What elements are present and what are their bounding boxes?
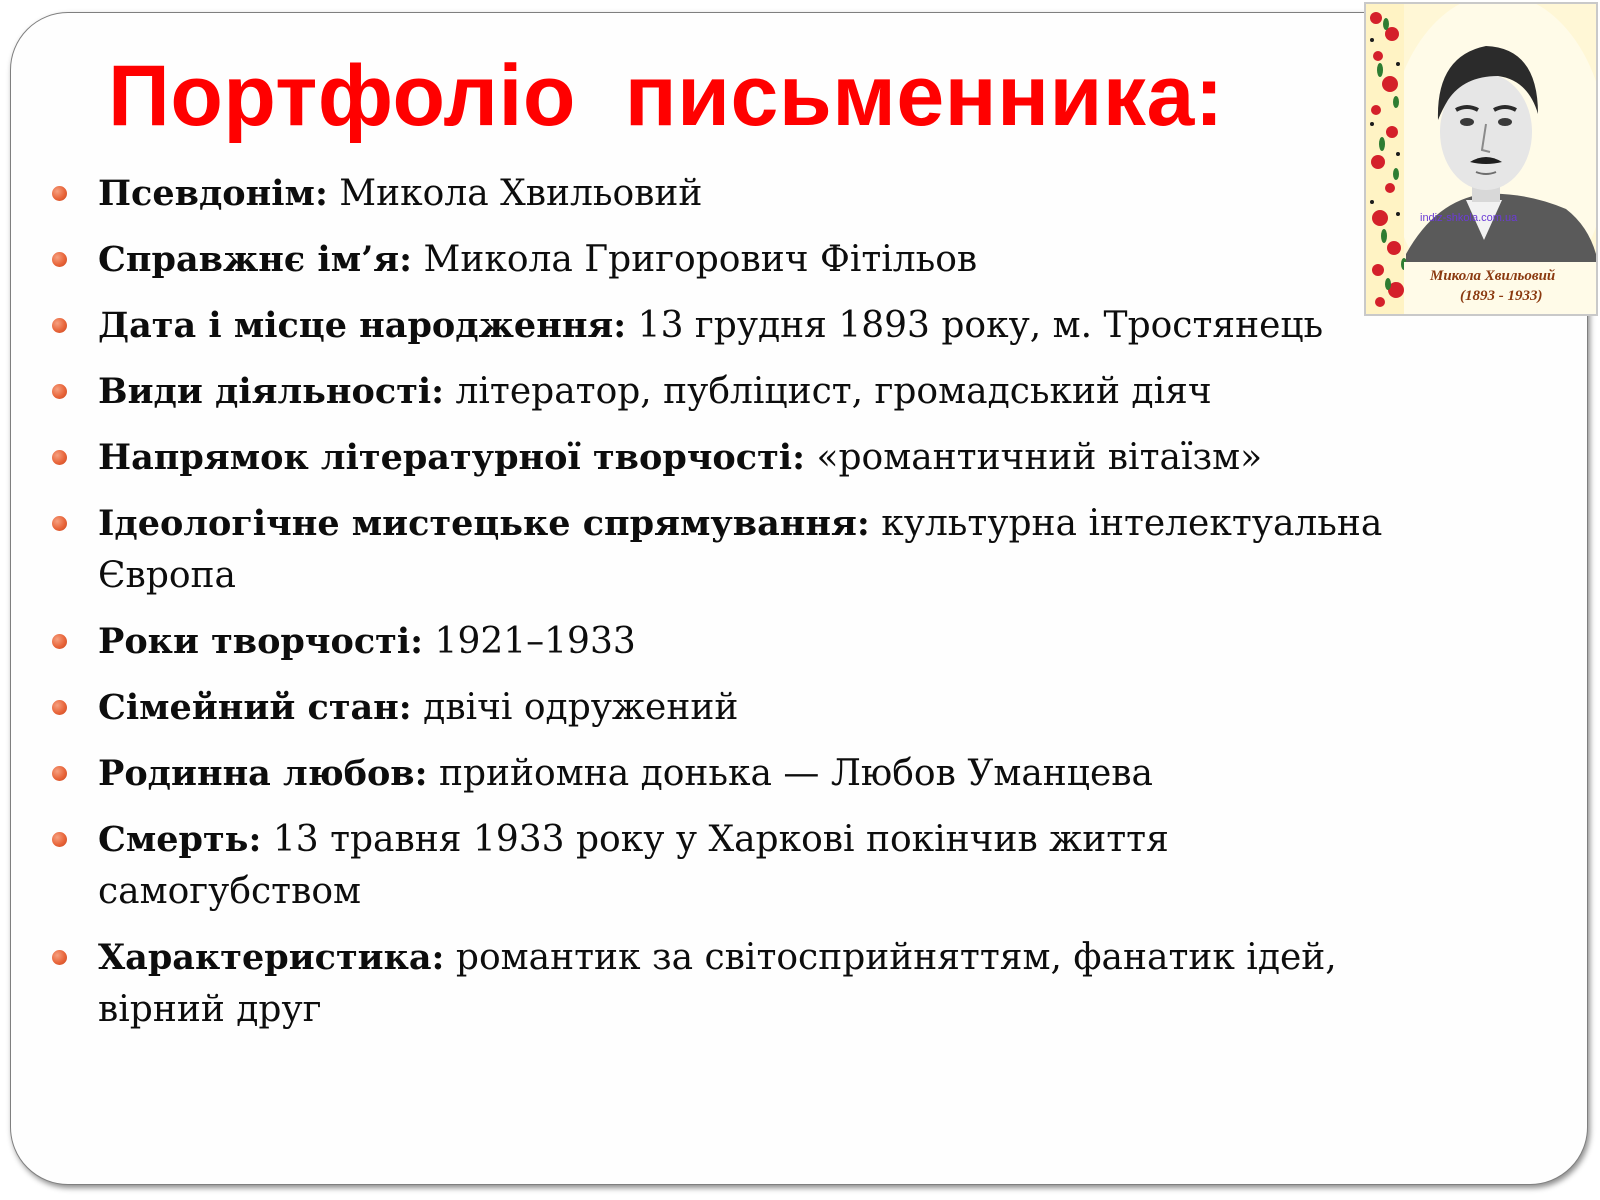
item-label: Напрямок літературної творчості: [98,437,805,478]
portfolio-list [48,168,1398,1050]
list-item [48,616,1398,668]
item-value: культурна інтелектуальна Європа [98,503,1383,596]
portrait-caption-name: Микола Хвильовий [1430,268,1556,284]
bullet-icon [52,634,67,649]
item-label: Псевдонім: [98,173,328,214]
bullet-icon [52,700,67,715]
item-value: Микола Хвильовий [327,173,703,214]
list-item [48,498,1398,602]
item-value: 1921–1933 [423,621,636,662]
slide-title: Портфоліо письменника: [108,48,1224,144]
bullet-icon [52,318,67,333]
list-item [48,748,1398,800]
bullet-icon [52,186,67,201]
list-item [48,366,1398,418]
bullet-icon [52,766,67,781]
item-value: романтик за світосприйняттям, фанатик ідей, вірний друг [98,937,1337,1030]
list-item [48,932,1398,1036]
item-label: Родинна любов: [98,753,428,794]
item-value: літератор, публіцист, громадський діяч [444,371,1212,412]
item-label: Сімейний стан: [98,687,412,728]
list-item [48,814,1398,918]
bullet-icon [52,450,67,465]
writer-portrait [1364,2,1598,316]
item-label: Роки творчості: [98,621,424,662]
bullet-icon [52,832,67,847]
portrait-watermark: indiz-shkola.com.ua [1420,212,1518,224]
list-item [48,300,1398,352]
list-item [48,168,1398,220]
item-label: Смерть: [98,819,262,860]
portrait-caption-years: (1893 - 1933) [1460,288,1543,304]
item-value: 13 грудня 1893 року, м. Тростянець [626,305,1324,346]
item-label: Дата і місце народження: [98,305,627,346]
item-label: Ідеологічне мистецьке спрямування: [98,503,870,544]
item-value: «романтичний вітаїзм» [805,437,1263,478]
list-item [48,432,1398,484]
list-item [48,234,1398,286]
list-item [48,682,1398,734]
item-value: двічі одружений [411,687,739,728]
item-label: Справжнє ім’я: [98,239,413,280]
bullet-icon [52,384,67,399]
item-value: 13 травня 1933 року у Харкові покінчив життя самогубством [98,819,1169,912]
bullet-icon [52,950,67,965]
item-label: Характеристика: [98,937,445,978]
bullet-icon [52,516,67,531]
bullet-icon [52,252,67,267]
item-value: прийомна донька — Любов Уманцева [427,753,1153,794]
item-label: Види діяльності: [98,371,445,412]
item-value: Микола Григорович Фітільов [412,239,978,280]
